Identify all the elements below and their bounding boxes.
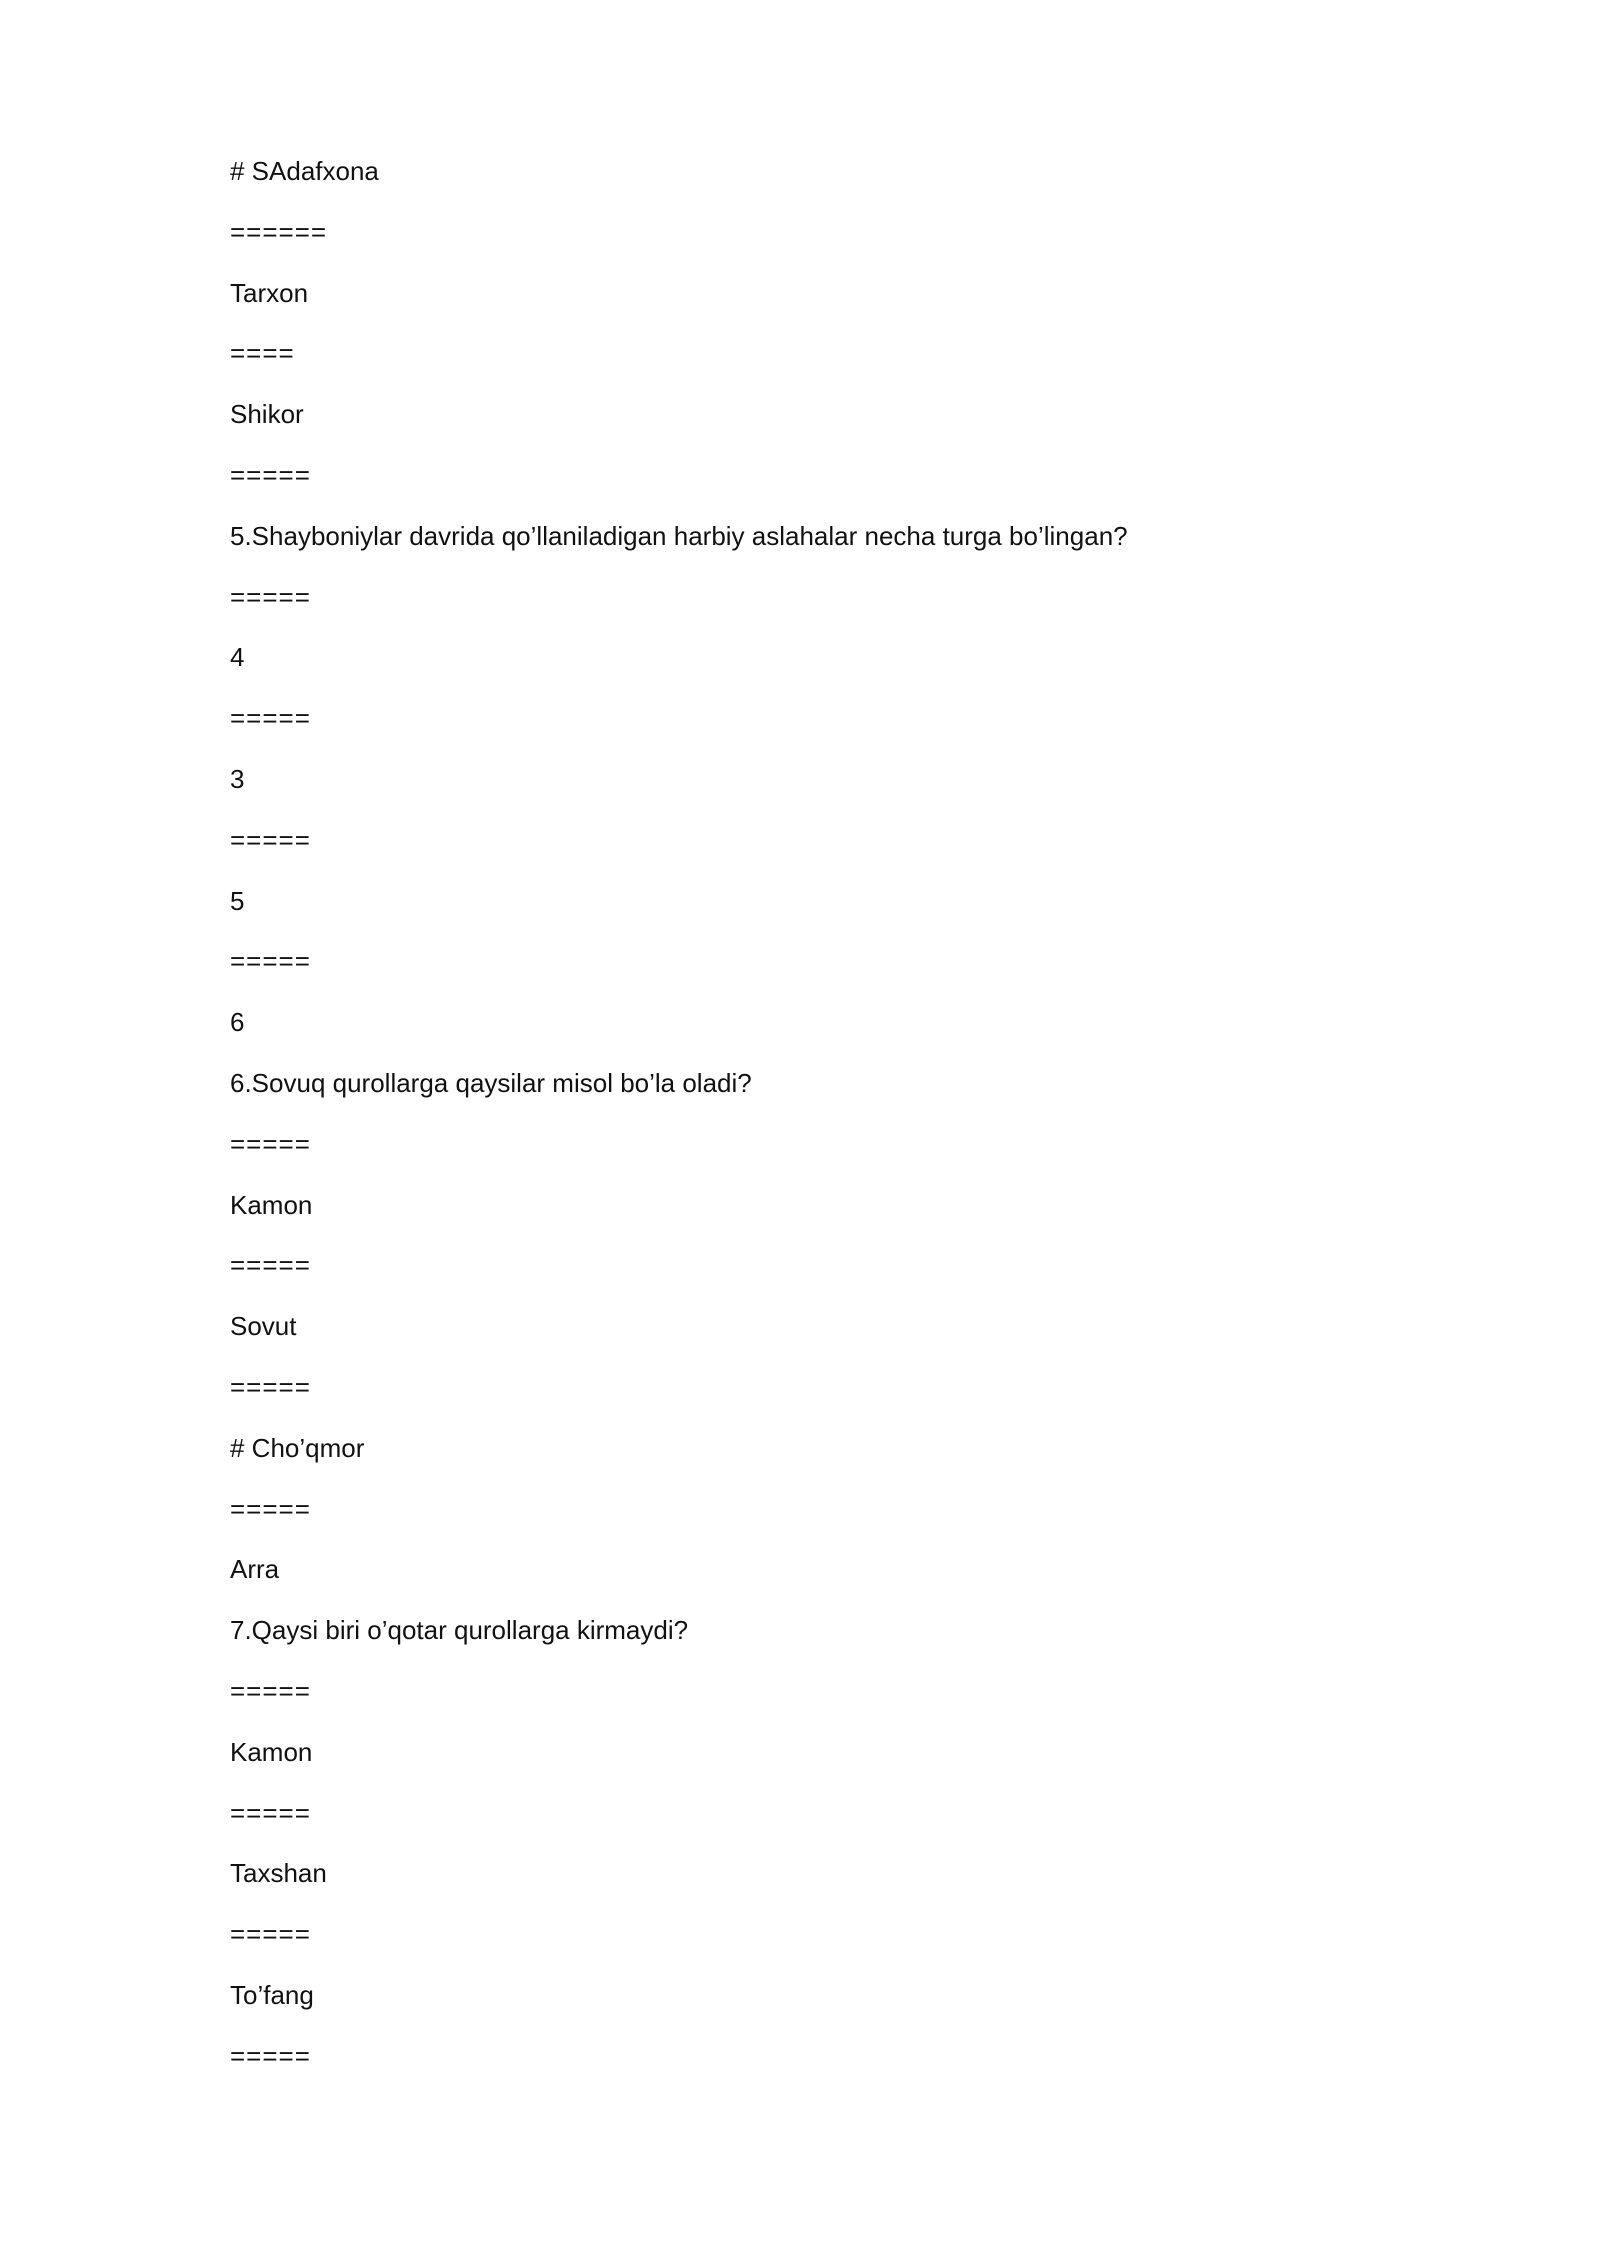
separator: =====: [230, 1919, 311, 1950]
answer-option: Sovut: [230, 1311, 297, 1342]
separator: ====: [230, 338, 295, 369]
answer-option: Taxshan: [230, 1858, 327, 1889]
question-5: 5.Shayboniylar davrida qo’llaniladigan harbiy aslahalar necha turga bo’lingan?: [230, 520, 1128, 551]
answer-option: Arra: [230, 1554, 280, 1585]
answer-option: 5: [230, 885, 245, 916]
answer-option: To’fang: [230, 1979, 314, 2010]
separator: =====: [230, 2040, 311, 2071]
separator: =====: [230, 1493, 311, 1524]
answer-option: # SAdafxona: [230, 156, 379, 186]
answer-option: 4: [230, 642, 245, 673]
answer-option: # Cho’qmor: [230, 1432, 365, 1463]
separator: =====: [230, 1250, 311, 1281]
answer-option: 3: [230, 763, 245, 794]
answer-option: Kamon: [230, 1736, 313, 1767]
answer-option: Shikor: [230, 399, 304, 430]
separator: ======: [230, 216, 328, 247]
separator: =====: [230, 703, 311, 734]
question-6: 6.Sovuq qurollarga qaysilar misol bo’la oladi?: [230, 1067, 752, 1098]
separator: =====: [230, 581, 311, 612]
answer-option: Tarxon: [230, 277, 309, 308]
separator: =====: [230, 1128, 311, 1159]
question-7: 7.Qaysi biri o’qotar qurollarga kirmaydi?: [230, 1615, 689, 1646]
separator: =====: [230, 1797, 311, 1828]
answer-option: 6: [230, 1007, 245, 1038]
separator: =====: [230, 1371, 311, 1402]
separator: =====: [230, 459, 311, 490]
separator: =====: [230, 824, 311, 855]
separator: =====: [230, 1675, 311, 1706]
document-body: [230, 150, 1390, 2096]
separator: =====: [230, 946, 311, 977]
answer-option: Kamon: [230, 1189, 313, 1220]
